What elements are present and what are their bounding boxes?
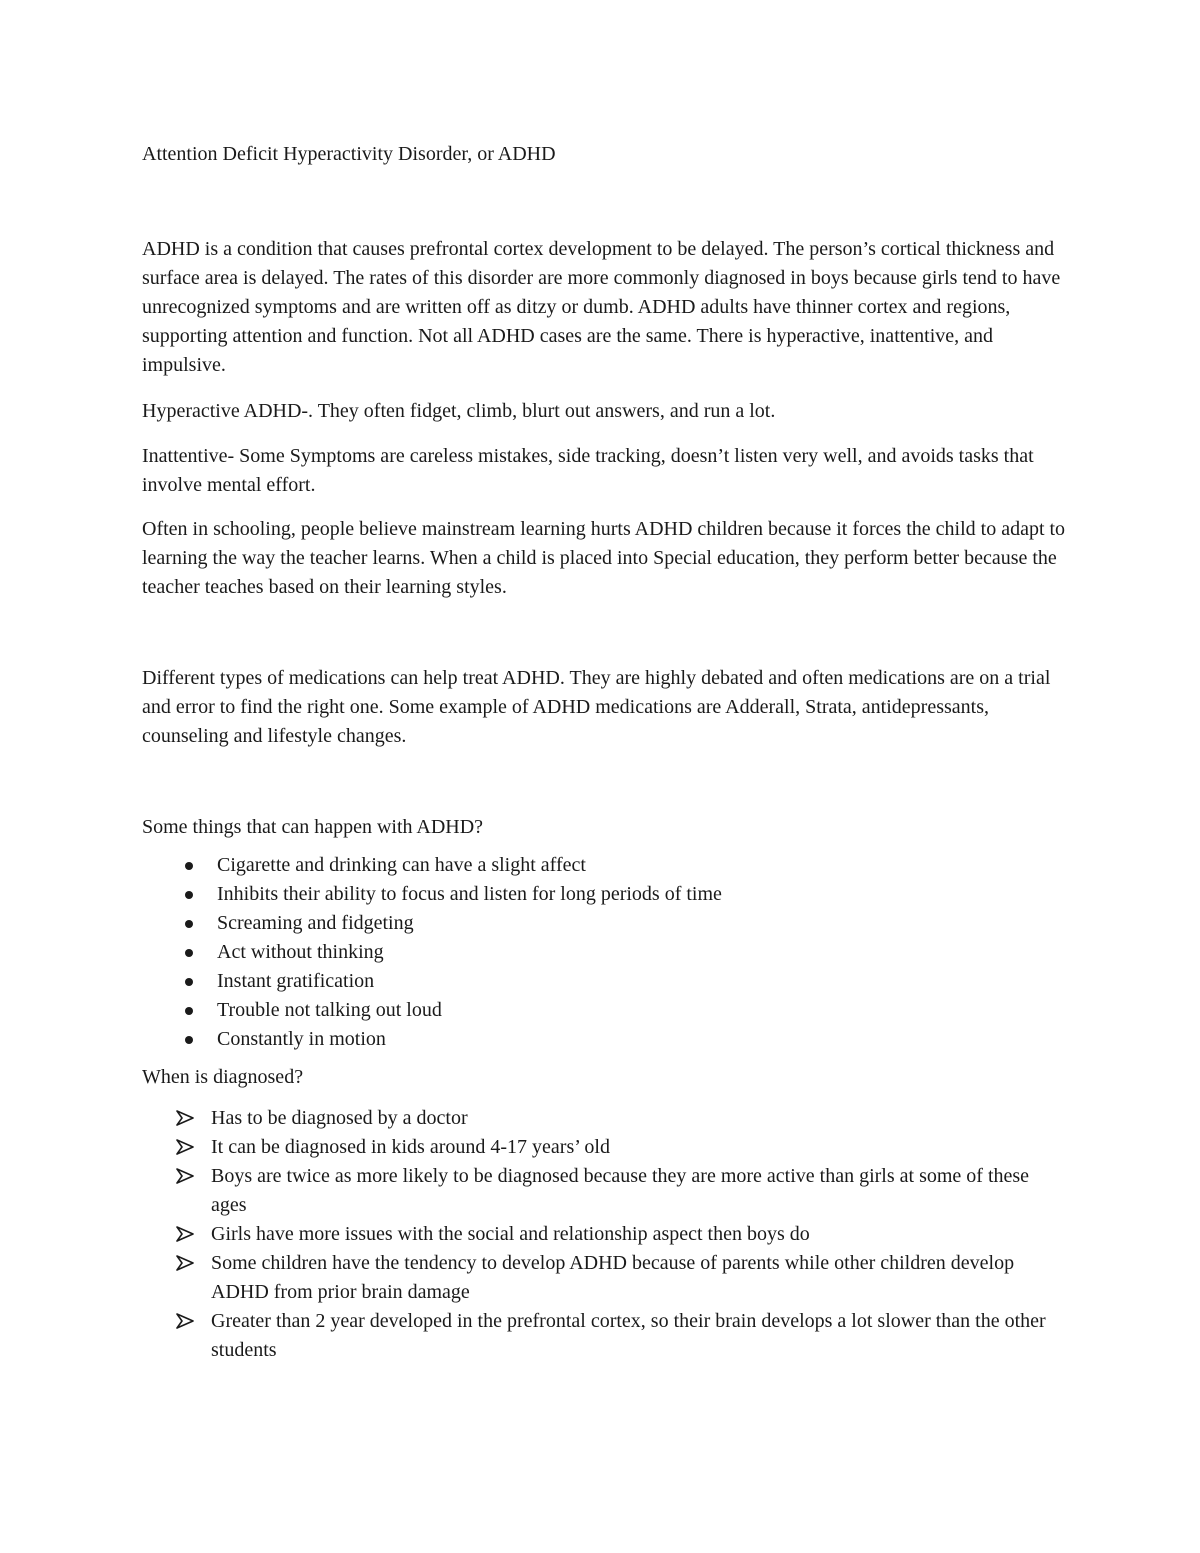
bullet-icon — [185, 920, 193, 928]
list-item-text: Instant gratification — [217, 970, 375, 992]
medications-paragraph: Different types of medications can help treat ADHD. They are highly debated and often medications are on a trial and error to find the right one. Some example of ADHD medications are Adderall, Strata, antidepressants, counseling and lifestyle changes. — [142, 667, 1051, 747]
document-title: Attention Deficit Hyperactivity Disorder, or ADHD — [142, 143, 556, 165]
arrow-bullet-icon — [176, 1168, 194, 1184]
list-item — [142, 1249, 1067, 1307]
intro-paragraph: ADHD is a condition that causes prefrontal cortex development to be delayed. The person’s cortical thickness and surface area is delayed. The rates of this disorder are more commonly diagnosed in boys because girls tend to have unrecognized symptoms and are written off as ditzy or dumb. ADHD adults have thinner cortex and regions, supporting attention and function. Not all ADHD cases are the same. There is hyperactive, inattentive, and impulsive. — [142, 238, 1061, 376]
list-item — [142, 1220, 1067, 1249]
list-item — [142, 938, 1067, 967]
bullet-icon — [185, 1036, 193, 1044]
list-item — [142, 996, 1067, 1025]
arrow-bullet-icon — [176, 1313, 194, 1329]
bullet-icon — [185, 862, 193, 870]
things-list — [142, 851, 1067, 1054]
list-item-text: Boys are twice as more likely to be diagnosed because they are more active than girls at some of these ages — [211, 1165, 1030, 1216]
document-body — [142, 140, 1067, 1365]
list-item-text: Has to be diagnosed by a doctor — [211, 1107, 468, 1129]
list-item — [142, 880, 1067, 909]
list-item-text: Constantly in motion — [217, 1028, 386, 1050]
bullet-icon — [185, 978, 193, 986]
hyperactive-paragraph: Hyperactive ADHD-. They often fidget, climb, blurt out answers, and run a lot. — [142, 400, 776, 422]
arrow-bullet-icon — [176, 1139, 194, 1155]
things-heading: Some things that can happen with ADHD? — [142, 816, 484, 838]
list-item — [142, 1162, 1067, 1220]
list-item-text: It can be diagnosed in kids around 4-17 years’ old — [211, 1136, 610, 1158]
list-item-text: Cigarette and drinking can have a slight affect — [217, 854, 586, 876]
list-item-text: Girls have more issues with the social and relationship aspect then boys do — [211, 1223, 810, 1245]
arrow-bullet-icon — [176, 1255, 194, 1271]
list-item-text: Screaming and fidgeting — [217, 912, 414, 934]
list-item-text: Inhibits their ability to focus and listen for long periods of time — [217, 883, 722, 905]
list-item-text: Greater than 2 year developed in the prefrontal cortex, so their brain develops a lot slower than the other students — [211, 1310, 1046, 1361]
bullet-icon — [185, 891, 193, 899]
list-item — [142, 967, 1067, 996]
list-item-text: Some children have the tendency to develop ADHD because of parents while other children develop ADHD from prior brain damage — [211, 1252, 1015, 1303]
inattentive-paragraph: Inattentive- Some Symptoms are careless mistakes, side tracking, doesn’t listen very well, and avoids tasks that involve mental effort. — [142, 445, 1034, 496]
list-item — [142, 851, 1067, 880]
bullet-icon — [185, 949, 193, 957]
list-item — [142, 1104, 1067, 1133]
arrow-bullet-icon — [176, 1226, 194, 1242]
diagnosed-list — [142, 1104, 1067, 1365]
diagnosed-heading: When is diagnosed? — [142, 1066, 304, 1088]
list-item — [142, 1025, 1067, 1054]
list-item — [142, 909, 1067, 938]
list-item-text: Act without thinking — [217, 941, 384, 963]
list-item — [142, 1307, 1067, 1365]
schooling-paragraph: Often in schooling, people believe mainstream learning hurts ADHD children because it forces the child to adapt to learning the way the teacher learns. When a child is placed into Special education, they perform better because the teacher teaches based on their learning styles. — [142, 518, 1066, 598]
list-item — [142, 1133, 1067, 1162]
list-item-text: Trouble not talking out loud — [217, 999, 442, 1021]
bullet-icon — [185, 1007, 193, 1015]
arrow-bullet-icon — [176, 1110, 194, 1126]
